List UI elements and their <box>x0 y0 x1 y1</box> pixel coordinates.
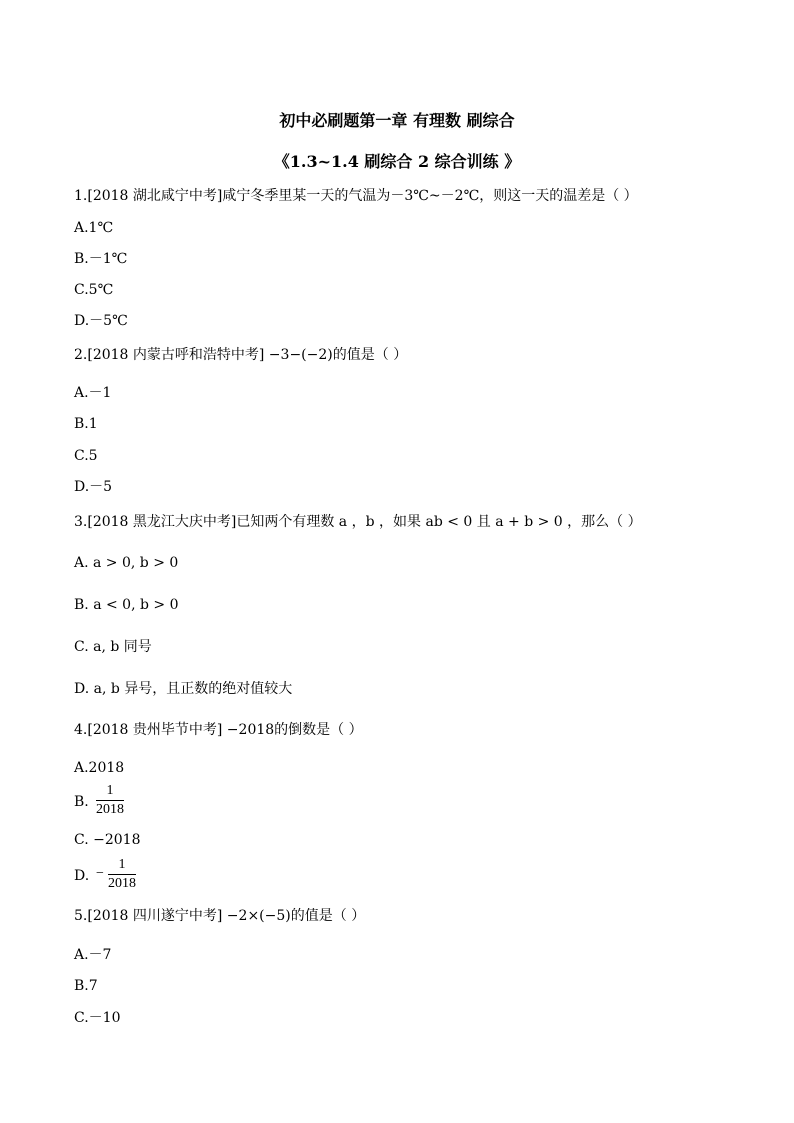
question-1-option-d: D.－5℃ <box>74 313 128 329</box>
question-2-stem: 2.[2018 内蒙古呼和浩特中考] −3−(−2)的值是（ ） <box>74 347 408 363</box>
question-4-option-d-label: D. <box>74 868 90 884</box>
document-title: 初中必刷题第一章 有理数 刷综合 <box>279 111 515 130</box>
fraction-denominator: 2018 <box>108 876 136 891</box>
question-5-option-b: B.7 <box>74 978 98 994</box>
question-4-stem: 4.[2018 贵州毕节中考] −2018的倒数是（ ） <box>74 722 363 738</box>
question-3-option-b: B. a < 0, b > 0 <box>74 597 179 613</box>
fraction-numerator: 1 <box>106 783 114 798</box>
fraction-bar <box>96 800 124 801</box>
question-3-option-c: C. a, b 同号 <box>74 639 152 655</box>
question-1-option-b: B.－1℃ <box>74 251 128 267</box>
question-4-option-b-fraction <box>96 783 124 818</box>
question-1-option-c: C.5℃ <box>74 282 114 298</box>
question-4-option-c: C. −2018 <box>74 832 141 848</box>
question-3-option-d: D. a, b 异号，且正数的绝对值较大 <box>74 681 293 697</box>
question-5-option-c: C.－10 <box>74 1010 121 1026</box>
question-4-option-b-label: B. <box>74 794 89 810</box>
fraction-bar <box>108 874 136 875</box>
question-2-option-b: B.1 <box>74 416 98 432</box>
document-subtitle: 《1.3~1.4 刷综合 2 综合训练 》 <box>273 152 521 171</box>
question-4-option-d-fraction <box>108 857 136 892</box>
question-1-option-a: A.1℃ <box>74 220 114 236</box>
question-1-stem: 1.[2018 湖北咸宁中考]咸宁冬季里某一天的气温为－3℃~－2℃，则这一天的温差是（ ） <box>74 188 638 204</box>
fraction-numerator: 1 <box>118 857 126 872</box>
question-2-option-d: D.－5 <box>74 479 113 495</box>
question-5-option-a: A.－7 <box>74 947 112 963</box>
fraction-minus-sign: − <box>96 866 104 881</box>
question-2-option-a: A.－1 <box>74 385 112 401</box>
question-4-option-a: A.2018 <box>74 760 125 776</box>
question-3-option-a: A. a > 0, b > 0 <box>74 555 179 571</box>
question-5-stem: 5.[2018 四川遂宁中考] −2×(−5)的值是（ ） <box>74 908 366 924</box>
question-2-option-c: C.5 <box>74 448 98 464</box>
fraction-denominator: 2018 <box>96 802 124 817</box>
question-3-stem: 3.[2018 黑龙江大庆中考]已知两个有理数 a ，b ，如果 ab < 0 且 a + b > 0 ，那么（ ） <box>74 514 642 530</box>
